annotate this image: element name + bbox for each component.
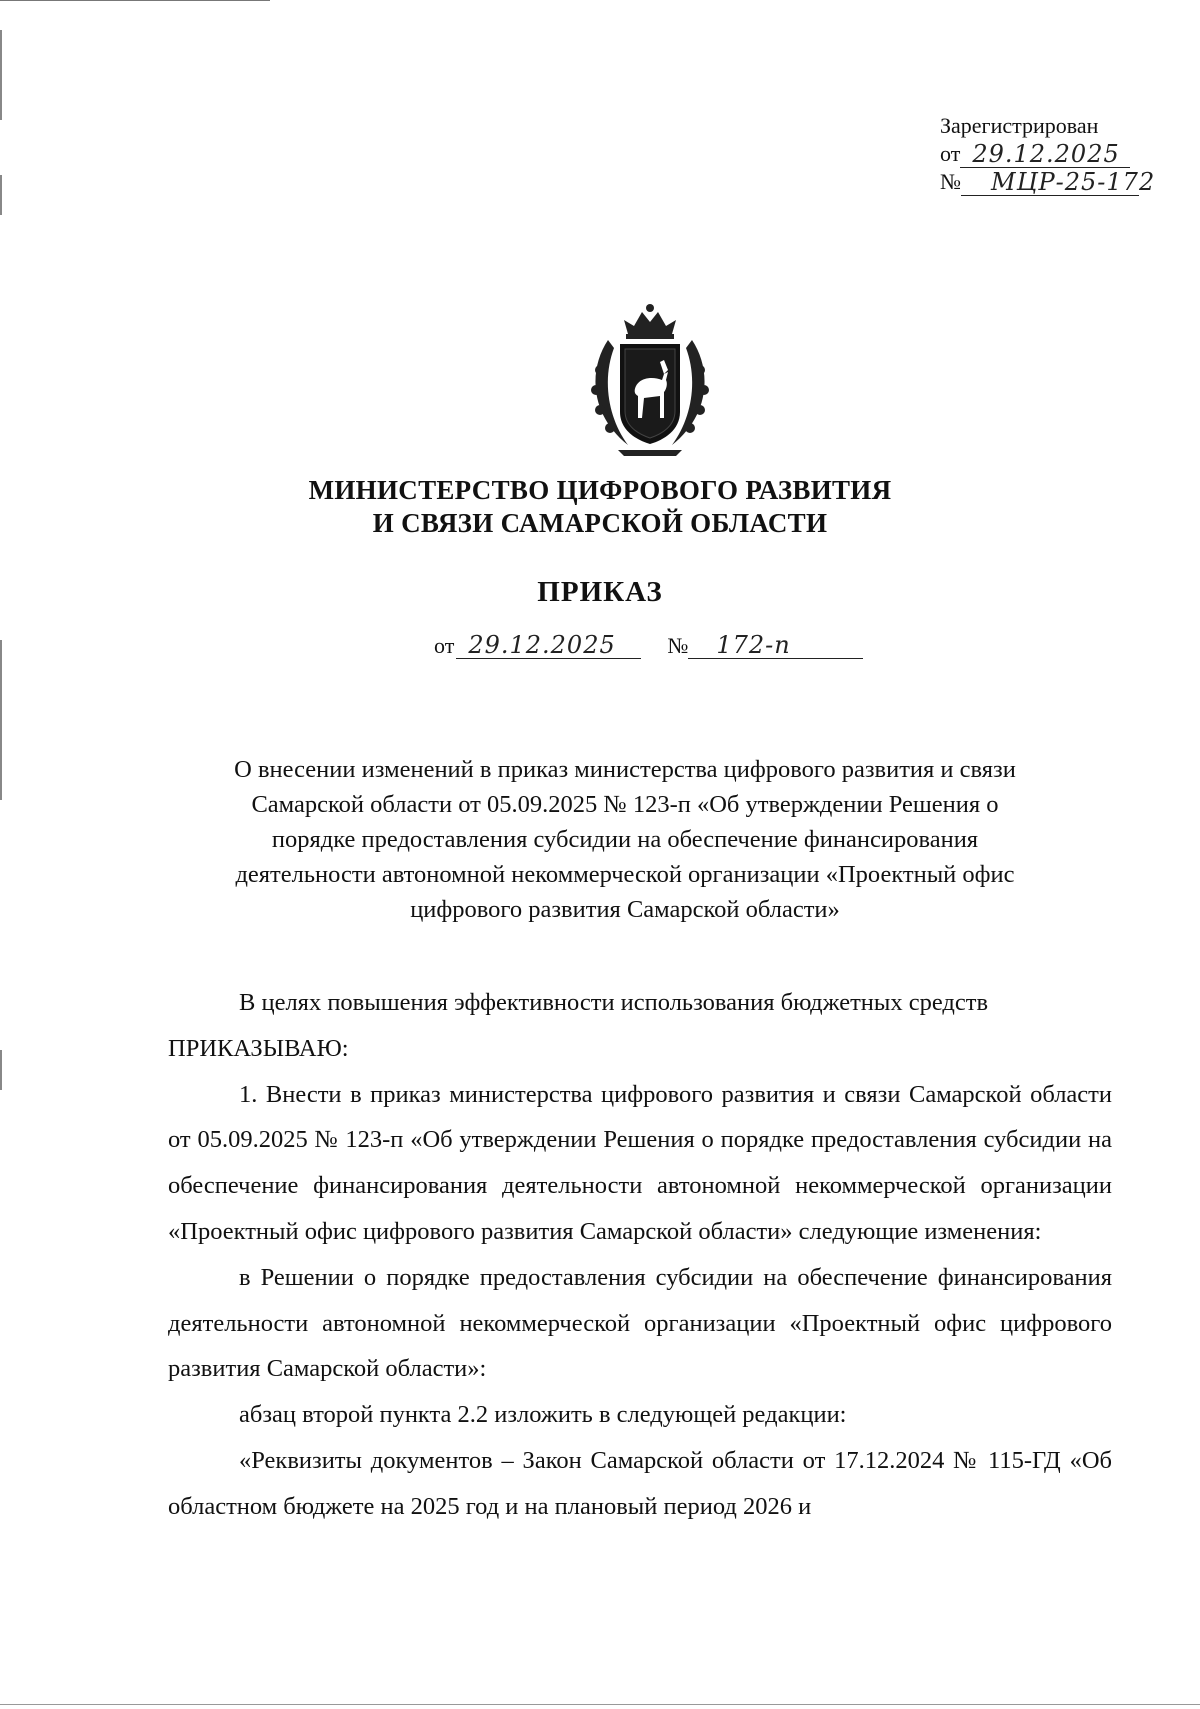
order-number-value: 172-п — [716, 631, 791, 659]
scan-edge-bottom — [0, 1704, 1200, 1705]
registration-number-prefix: № — [940, 169, 961, 194]
paragraph-1: 1. Внести в приказ министерства цифрового развития и связи Самарской области от 05.09.2025 № 123-п «Об утверждении Решения о порядке предоставления субсидии на обеспечение финансирования деятельности автономной некоммерческой организации «Проектный офис цифрового развития Самарской области» следующие изменения: — [168, 1080, 1112, 1245]
registration-date-field — [960, 142, 1130, 168]
order-date-value: 29.12.2025 — [468, 631, 616, 659]
command-word: ПРИКАЗЫВАЮ: — [168, 1034, 349, 1062]
scan-edge-top — [0, 0, 270, 1]
order-body — [168, 980, 1112, 1530]
scan-edge-left — [0, 640, 2, 800]
scan-edge-left — [0, 30, 2, 120]
registration-date-value: 29.12.2025 — [972, 140, 1120, 168]
order-date-number-line — [434, 633, 863, 659]
subject-line: цифрового развития Самарской области» — [410, 896, 840, 923]
intro-paragraph: В целях повышения эффективности использования бюджетных средств — [239, 989, 989, 1016]
registration-number-line — [940, 168, 1156, 196]
subject-line: порядке предоставления субсидии на обеспечение финансирования — [271, 826, 979, 853]
order-number-field — [688, 633, 863, 659]
subject-line: деятельности автономной некоммерческой организации «Проектный офис — [235, 861, 1015, 888]
ministry-heading — [0, 474, 1200, 540]
registration-date-prefix: от — [940, 141, 961, 166]
scan-edge-left — [0, 1050, 2, 1090]
coat-of-arms-emblem — [578, 300, 722, 460]
ministry-line-1: МИНИСТЕРСТВО ЦИФРОВОГО РАЗВИТИЯ — [308, 475, 892, 505]
scan-edge-left — [0, 175, 2, 215]
order-date-prefix: от — [434, 633, 455, 658]
registration-block — [940, 112, 1156, 196]
order-date-field — [456, 633, 641, 659]
registration-date-line — [940, 140, 1139, 168]
order-subject — [160, 752, 1090, 927]
document-type: ПРИКАЗ — [537, 576, 663, 608]
paragraph-2: в Решении о порядке предоставления субсидии на обеспечение финансирования деятельности автономной некоммерческой организации «Проектный офис цифрового развития Самарской области»: — [168, 1263, 1112, 1383]
registration-number-value: МЦР-25-172 — [991, 168, 1156, 196]
paragraph-4: «Реквизиты документов – Закон Самарской области от 17.12.2024 № 115-ГД «Об областном бюджете на 2025 год и на плановый период 2026 и — [168, 1446, 1112, 1520]
registration-label: Зарегистрирован — [940, 113, 1099, 138]
order-number-prefix: № — [667, 633, 689, 658]
registration-number-field — [961, 168, 1156, 196]
paragraph-3: абзац второй пункта 2.2 изложить в следующей редакции: — [239, 1401, 847, 1429]
subject-line: Самарской области от 05.09.2025 № 123-п «Об утверждении Решения о — [251, 791, 999, 818]
ministry-line-2: И СВЯЗИ САМАРСКОЙ ОБЛАСТИ — [372, 508, 828, 538]
subject-line: О внесении изменений в приказ министерства цифрового развития и связи — [234, 756, 1016, 783]
